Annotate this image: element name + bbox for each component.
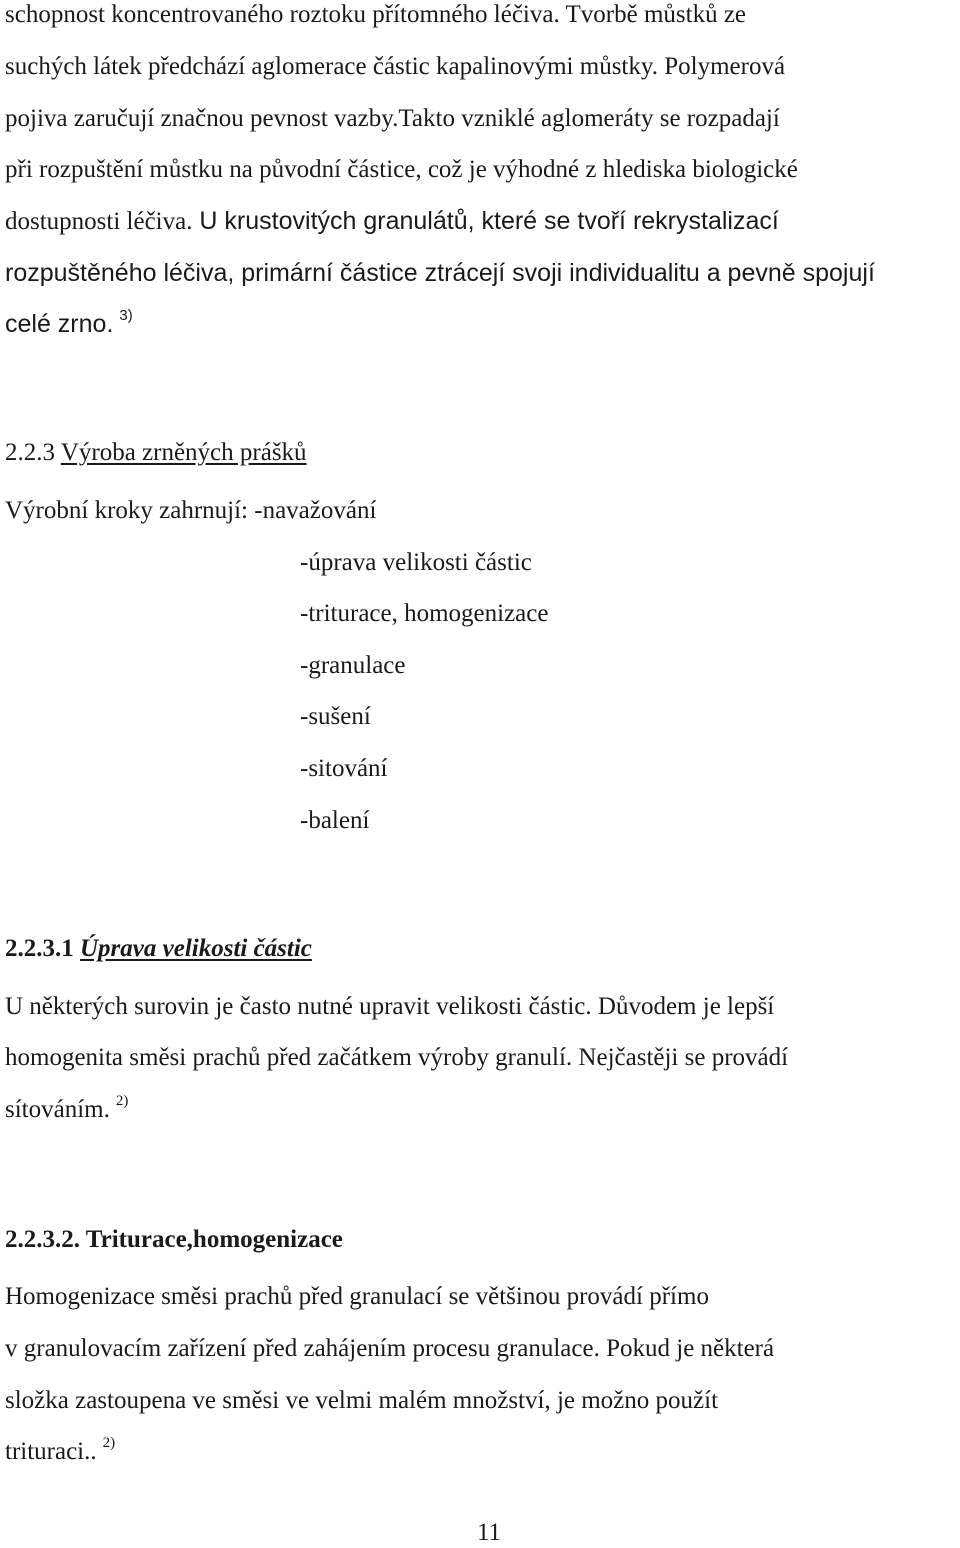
section-number: 2.2.3	[5, 439, 61, 466]
section-heading	[5, 438, 307, 468]
text-line	[5, 309, 133, 343]
section-heading	[5, 934, 312, 964]
reference-superscript: 3)	[119, 307, 133, 324]
text-fragment: U krustovitých granulátů, které se tvoří rekrystalizací	[192, 207, 779, 235]
text-line: schopnost koncentrovaného roztoku přítomného léčiva. Tvorbě můstků ze	[5, 1, 747, 28]
text-line: v granulovacím zařízení před zahájením procesu granulace. Pokud je některá	[5, 1335, 775, 1362]
text-line: pojiva zaručují značnou pevnost vazby.Takto vzniklé aglomeráty se rozpadají	[5, 105, 780, 132]
text-line: Homogenizace směsi prachů před granulací se většinou provádí přímo	[5, 1283, 709, 1310]
text-line: U některých surovin je často nutné upravit velikosti částic. Důvodem je lepší	[5, 993, 775, 1020]
text-fragment: sítováním.	[5, 1096, 110, 1123]
text-line	[5, 1095, 128, 1128]
list-item: -triturace, homogenizace	[300, 600, 549, 627]
text-line: složka zastoupena ve směsi ve velmi malém množství, je možno použít	[5, 1387, 719, 1414]
text-fragment: dostupnosti léčiva.	[5, 208, 193, 235]
reference-superscript: 2)	[102, 1435, 116, 1451]
text-line: homogenita směsi prachů před začátkem výroby granulí. Nejčastěji se provádí	[5, 1044, 789, 1071]
list-item: -granulace	[300, 652, 406, 679]
section-title: Úprava velikosti částic	[80, 935, 312, 962]
text-fragment: trituraci..	[5, 1438, 97, 1465]
page-number: 11	[476, 1519, 502, 1546]
section-title: Výroba zrněných prášků	[60, 439, 307, 466]
text-fragment: celé zrno.	[5, 310, 114, 338]
list-item: -sitování	[300, 755, 388, 782]
text-line: suchých látek předchází aglomerace částic kapalinovými můstky. Polymerová	[5, 53, 786, 80]
text-line: při rozpuštění můstku na původní částice, což je výhodné z hlediska biologické	[5, 156, 798, 183]
reference-superscript: 2)	[115, 1093, 129, 1109]
text-line: rozpuštěného léčiva, primární částice ztrácejí svoji individualitu a pevně spojují	[5, 259, 875, 287]
section-heading: 2.2.3.2. Triturace,homogenizace	[5, 1226, 343, 1253]
section-number: 2.2.3.1	[5, 935, 80, 962]
text-line-mixed	[5, 206, 779, 237]
list-item: -úprava velikosti částic	[300, 549, 532, 576]
list-item: -balení	[300, 807, 370, 834]
steps-intro: Výrobní kroky zahrnují: -navažování	[5, 497, 377, 524]
text-line	[5, 1437, 115, 1470]
list-item: -sušení	[300, 703, 371, 730]
